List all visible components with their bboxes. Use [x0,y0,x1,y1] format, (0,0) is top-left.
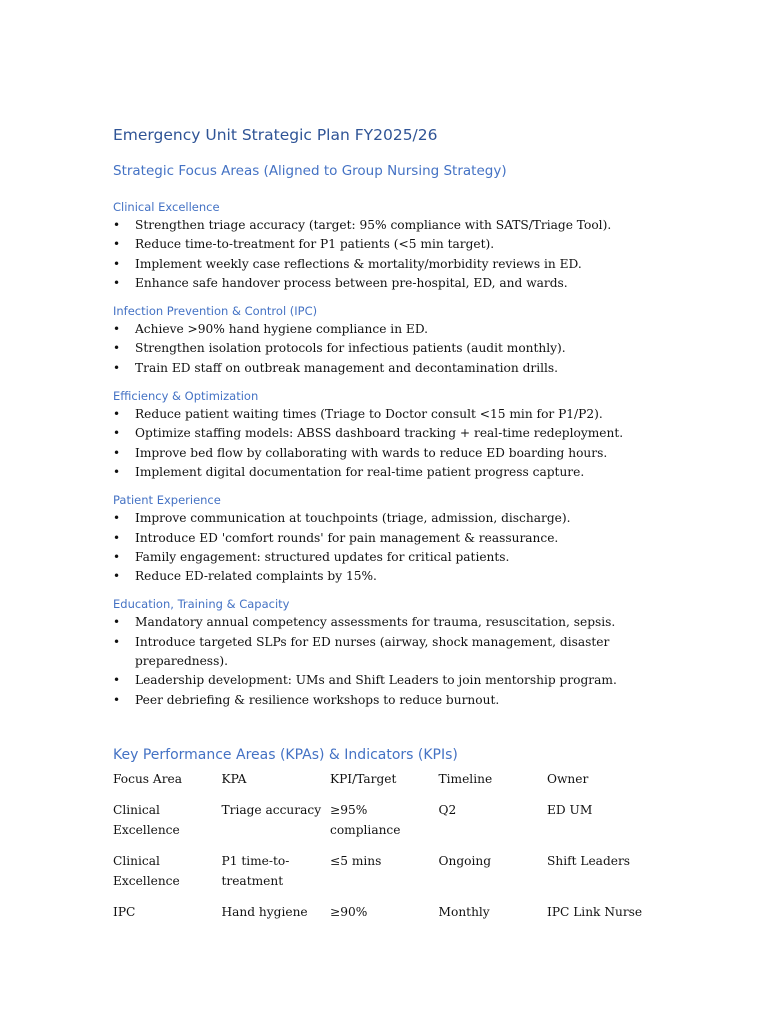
bullet-icon: • [113,360,121,375]
bullet-icon: • [113,341,121,356]
bullet-list [113,509,653,586]
list-item [113,691,653,710]
bullet-icon: • [113,464,121,479]
section-heading: Clinical Excellence [113,200,220,214]
table-cell: Clinical Excellence [113,803,180,837]
bullet-icon: • [113,218,121,232]
bullet-list [113,216,653,293]
list-item-text: Optimize staffing models: ABSS dashboard tracking + real-time redeployment. [135,426,624,441]
list-item [113,339,653,358]
list-item [113,613,653,632]
bullet-icon: • [113,407,121,422]
kpa-heading: Key Performance Areas (KPAs) & Indicators (KPIs) [113,747,458,763]
list-item [113,424,653,443]
list-item [113,671,653,690]
focus-areas [113,199,653,720]
list-item-text: Improve communication at touchpoints (triage, admission, discharge). [135,511,571,526]
table-row [113,852,656,903]
bullet-icon: • [113,692,121,707]
focus-area-section [113,596,653,709]
column-header: Timeline [438,772,493,786]
table-cell: IPC [113,905,136,919]
list-item-text: Introduce targeted SLPs for ED nurses (airway, shock management, disaster preparedness). [135,634,610,669]
list-item [113,255,653,274]
list-item [113,548,653,567]
table-cell: Clinical Excellence [113,854,180,888]
list-item-text: Enhance safe handover process between pre-hospital, ED, and wards. [135,275,568,290]
list-item-text: Reduce patient waiting times (Triage to Doctor consult <15 min for P1/P2). [135,407,603,422]
list-item-text: Mandatory annual competency assessments for trauma, resuscitation, sepsis. [135,615,616,630]
list-item-text: Reduce time-to-treatment for P1 patients (<5 min target). [135,237,495,252]
column-header: KPI/Target [330,772,397,786]
bullet-icon: • [113,322,121,337]
bullet-icon: • [113,445,121,460]
table-cell: ≥90% [330,905,368,919]
list-item-text: Improve bed flow by collaborating with wards to reduce ED boarding hours. [135,445,608,460]
focus-area-section [113,199,653,293]
bullet-icon: • [113,530,121,545]
bullet-icon: • [113,237,121,252]
bullet-icon: • [113,511,121,526]
section-heading: Infection Prevention & Control (IPC) [113,304,318,319]
table-row [113,903,656,954]
list-item [113,320,653,339]
bullet-list [113,320,653,378]
section-heading: Efficiency & Optimization [113,389,259,404]
table-cell: Monthly [438,905,490,919]
bullet-icon: • [113,615,121,630]
list-item [113,235,653,254]
list-item [113,633,653,672]
list-item [113,216,653,235]
column-header: Owner [547,772,589,786]
table-row [113,801,656,852]
list-item [113,529,653,548]
list-item-text: Implement digital documentation for real-time patient progress capture. [135,464,585,479]
bullet-icon: • [113,426,121,441]
list-item [113,444,653,463]
table-header-row [113,770,656,801]
list-item-text: Train ED staff on outbreak management and decontamination drills. [135,360,559,375]
table-cell: Hand hygiene [221,905,308,919]
list-item [113,463,653,482]
table-cell: Triage accuracy [221,803,322,817]
table-cell: ≤5 mins [330,854,382,868]
list-item-text: Strengthen triage accuracy (target: 95% compliance with SATS/Triage Tool). [135,218,612,232]
focus-area-section [113,492,653,586]
bullet-list [113,613,653,709]
bullet-icon: • [113,549,121,564]
list-item [113,274,653,293]
list-item [113,359,653,378]
table-cell: P1 time-to-treatment [221,854,290,888]
table-cell: ED UM [547,803,593,817]
bullet-icon: • [113,634,121,649]
bullet-list [113,405,653,482]
list-item-text: Reduce ED-related complaints by 15%. [135,569,377,584]
focus-area-section [113,388,653,482]
table-cell: IPC Link Nurse [547,905,643,919]
bullet-icon: • [113,275,121,290]
focus-area-section [113,303,653,378]
list-item-text: Strengthen isolation protocols for infectious patients (audit monthly). [135,341,566,356]
list-item [113,509,653,528]
list-item-text: Introduce ED 'comfort rounds' for pain management & reassurance. [135,530,559,545]
section-heading: Patient Experience [113,493,221,508]
document-subtitle: Strategic Focus Areas (Aligned to Group Nursing Strategy) [113,163,507,179]
bullet-icon: • [113,256,121,271]
kpi-table [113,770,656,954]
section-heading: Education, Training & Capacity [113,597,290,612]
bullet-icon: • [113,673,121,688]
column-header: KPA [221,772,247,786]
table-cell: Q2 [438,803,457,817]
table-cell: Shift Leaders [547,854,631,868]
list-item [113,405,653,424]
list-item-text: Peer debriefing & resilience workshops to reduce burnout. [135,692,500,707]
table-cell: Ongoing [438,854,492,868]
list-item-text: Leadership development: UMs and Shift Leaders to join mentorship program. [135,673,617,688]
document-title: Emergency Unit Strategic Plan FY2025/26 [113,126,438,144]
table-cell: ≥95% compliance [330,803,401,837]
column-header: Focus Area [113,772,183,786]
list-item-text: Family engagement: structured updates for critical patients. [135,549,510,564]
list-item-text: Achieve >90% hand hygiene compliance in ED. [135,322,429,337]
bullet-icon: • [113,569,121,584]
list-item [113,567,653,586]
list-item-text: Implement weekly case reflections & mortality/morbidity reviews in ED. [135,256,582,271]
